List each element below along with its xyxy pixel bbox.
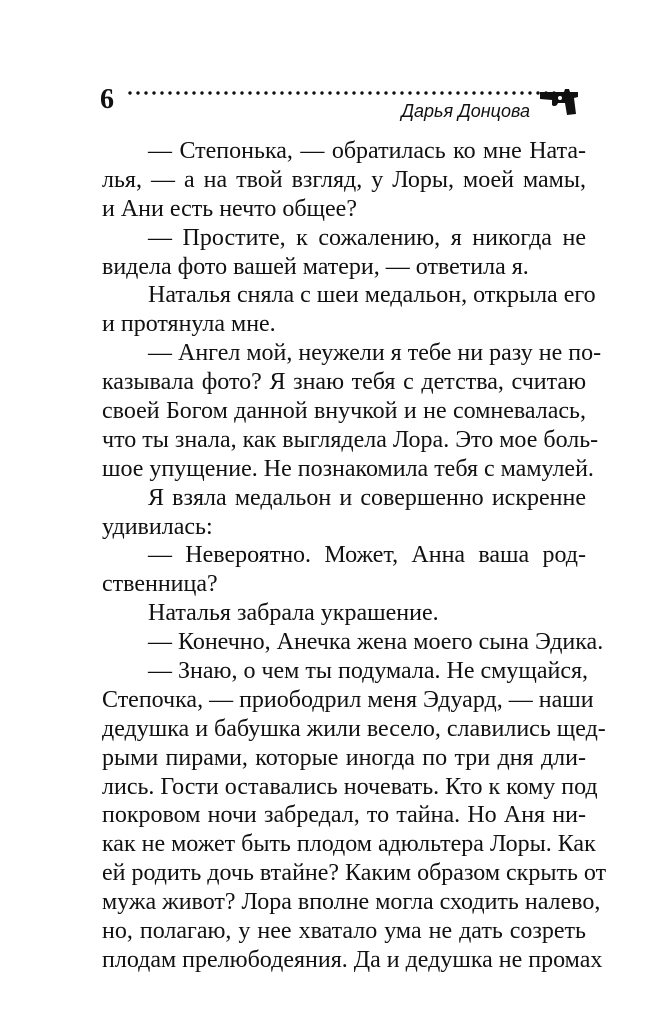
text-line: дедушка и бабушка жили весело, славились щед-: [102, 715, 606, 742]
text-line: плодам прелюбодеяния. Да и дедушка не промах: [102, 946, 603, 973]
text-line: что ты знала, как выглядела Лора. Это мое боль-: [102, 426, 599, 453]
text-line: лья, — а на твой взгляд, у Лоры, моей мамы,: [102, 166, 586, 193]
text-line: но, полагаю, у нее хватало ума не дать созреть: [102, 918, 586, 945]
text-line: — Знаю, о чем ты подумала. Не смущайся,: [148, 658, 589, 685]
running-author: Дарья Донцова: [401, 101, 530, 121]
dotted-rule: [126, 90, 556, 96]
revolver-icon: [538, 84, 580, 118]
text-line: Наталья забрала украшение.: [148, 600, 439, 627]
text-line: Я взяла медальон и совершенно искренне: [148, 484, 586, 511]
text-line: Степочка, — приободрил меня Эдуард, — наши: [102, 686, 594, 713]
text-line: как не может быть плодом адюльтера Лоры. Как: [102, 831, 596, 858]
text-line: рыми пирами, которые иногда по три дня дли-: [102, 744, 586, 771]
text-line: шое упущение. Не познакомила тебя с мамулей.: [102, 455, 594, 482]
text-line: казывала фото? Я знаю тебя с детства, считаю: [102, 369, 586, 396]
body-text: [102, 137, 607, 975]
text-line: ственница?: [102, 571, 218, 598]
text-line: — Невероятно. Может, Анна ваша род-: [148, 542, 586, 569]
text-line: — Ангел мой, неужели я тебе ни разу не по-: [148, 340, 602, 367]
text-line: — Степонька, — обратилась ко мне Ната-: [148, 138, 586, 164]
text-line: Наталья сняла с шеи медальон, открыла его: [148, 282, 596, 309]
text-line: и протянула мне.: [102, 311, 276, 338]
text-line: удивилась:: [102, 513, 213, 540]
text-line: — Простите, к сожалению, я никогда не: [148, 224, 586, 251]
page-number: 6: [100, 84, 114, 115]
text-line: лись. Гости оставались ночевать. Кто к кому под: [102, 773, 598, 800]
text-line: ей родить дочь втайне? Каким образом скрыть от: [102, 860, 607, 887]
text-line: видела фото вашей матери, — ответила я.: [102, 253, 529, 280]
text-line: и Ани есть нечто общее?: [102, 195, 357, 222]
running-header: [100, 80, 590, 130]
text-line: покровом ночи забредал, то тайна. Но Аня ни-: [102, 802, 586, 829]
text-line: — Конечно, Анечка жена моего сына Эдика.: [148, 629, 604, 656]
text-line: своей Богом данной внучкой и не сомневалась,: [102, 398, 586, 425]
text-line: мужа живот? Лора вполне могла сходить налево,: [102, 889, 601, 916]
